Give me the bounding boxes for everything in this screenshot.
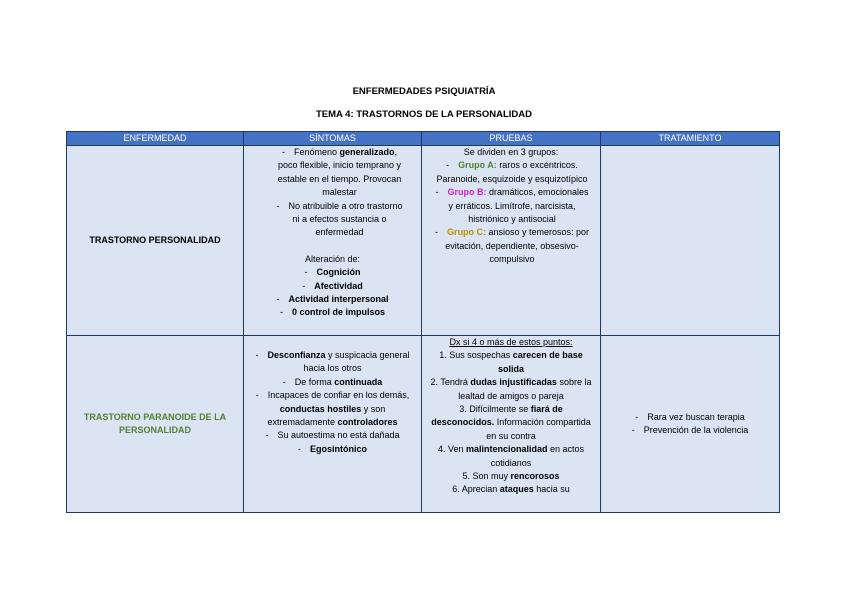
table-row [67,336,780,513]
symptom-item: - Desconfianza y suspicacia general hacia los otros [252,349,413,376]
treatment-item: - Rara vez buscan terapia [605,411,775,424]
table-header-row [67,132,780,146]
criterion-item: 4. Ven malintencionalidad en actos cotidianos [437,444,585,468]
column-header-pruebas: PRUEBAS [422,132,601,146]
diagnosis-criteria-label: Dx si 4 o más de estos puntos: [449,337,573,347]
symptom-item: - Egosintónico [252,443,413,456]
symptoms-cell [244,146,422,336]
disease-name-cell: TRASTORNO PARANOIDE DE LA PERSONALIDAD [67,336,244,513]
disease-name-cell: TRASTORNO PERSONALIDAD [67,146,244,336]
treatment-cell [601,146,780,336]
criterion-item: 5. Son muy rencorosos [462,471,560,482]
symptom-item: - Fenómeno generalizado, poco flexible, inicio temprano y estable en el tiempo. Provocan malestar [272,146,407,200]
tests-cell [422,336,601,513]
column-header-enfermedad: ENFERMEDAD [67,132,244,146]
column-header-sintomas: SÍNTOMAS [244,132,422,146]
alteration-label: Alteración de: [304,253,361,264]
document-subtitle: TEMA 4: TRASTORNOS DE LA PERSONALIDAD [315,109,533,120]
criterion-item: 2. Tendrá dudas injustificadas sobre la lealtad de amigos o pareja [430,377,592,401]
symptom-item: - Su autoestima no está dañada [252,429,413,442]
treatment-item: - Prevención de la violencia [605,424,775,437]
alteration-item: - Afectividad [248,280,417,293]
alteration-item: - Cognición [248,266,417,279]
criterion-item: 1. Sus sospechas carecen de base solida [439,350,583,374]
symptom-item: - Incapaces de confiar en los demás, conductas hostiles y son extremadamente controladores [252,389,413,429]
alteration-item: - Actividad interpersonal [248,293,417,306]
group-c-item: - Grupo C: ansioso y temerosos: por evitación, dependiente, obsesivo-compulsivo [432,226,592,266]
diseases-table [66,131,780,513]
criterion-item: 6. Aprecian ataques hacia su [452,484,570,495]
group-a-item: - Grupo A: raros o excéntricos. Paranoide, esquizoide y esquizotípico [432,159,592,186]
tests-cell [422,146,601,336]
group-b-item: - Grupo B: dramáticos, emocionales y erráticos. Limítrofe, narcisista, histriónico y antisocial [432,186,592,226]
symptom-item: - No atribuible a otro trastorno ni a efectos sustancia o enfermedad [272,200,407,240]
symptom-item: - De forma continuada [252,376,413,389]
symptoms-cell [244,336,422,513]
document-title: ENFERMEDADES PSIQUIATRÍA [352,86,496,97]
treatment-cell [601,336,780,513]
criterion-item: 3. Difícilmente se fiará de desconocidos. Información compartida en su contra [431,404,591,441]
column-header-tratamiento: TRATAMIENTO [601,132,780,146]
table-row [67,146,780,336]
groups-intro: Se dividen en 3 grupos: [463,147,559,157]
alteration-item: - 0 control de impulsos [248,306,417,319]
